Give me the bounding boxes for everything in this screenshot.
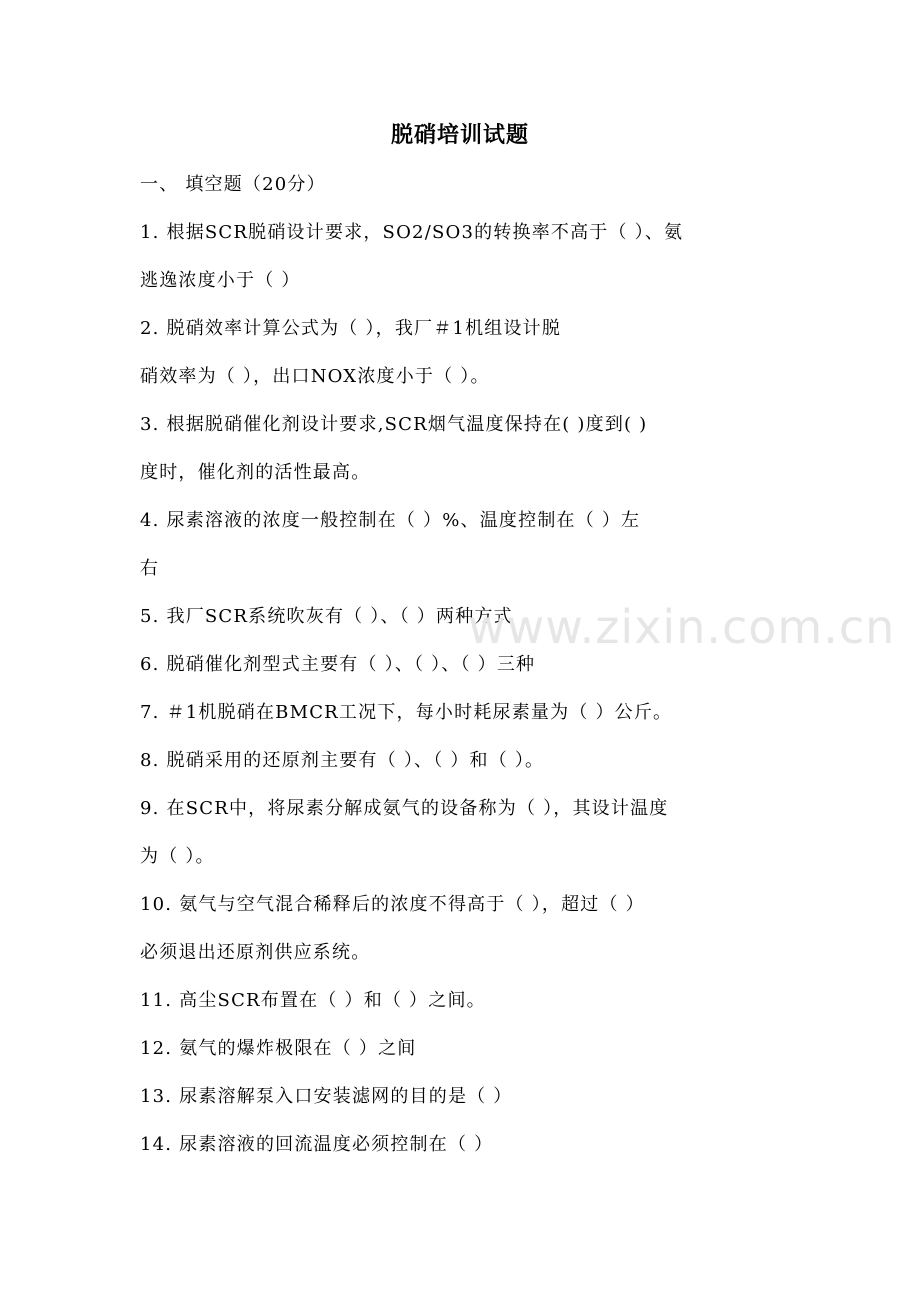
question-line: 2. 脱硝效率计算公式为（ ），我厂＃1机组设计脱 <box>140 318 562 339</box>
question-line: 4. 尿素溶液的浓度一般控制在（ ）%、温度控制在（ ）左 <box>140 510 641 531</box>
question-line: 11. 高尘SCR布置在（ ）和（ ）之间。 <box>140 990 486 1011</box>
question-line: 3. 根据脱硝催化剂设计要求,SCR烟气温度保持在( )度到( ) <box>140 414 648 435</box>
watermark: www.zixin.com.cn <box>468 600 896 654</box>
question-line: 10. 氨气与空气混合稀释后的浓度不得高于（ ），超过（ ） <box>140 894 645 915</box>
question-line: 右 <box>140 558 160 579</box>
question-line: 7. ＃1机脱硝在BMCR工况下，每小时耗尿素量为（ ）公斤。 <box>140 702 673 723</box>
page-title: 脱硝培训试题 <box>390 122 529 148</box>
question-line: 硝效率为（ ），出口NOX浓度小于（ ）。 <box>140 366 490 387</box>
question-line: 14. 尿素溶液的回流温度必须控制在（ ） <box>140 1134 494 1155</box>
question-line: 13. 尿素溶解泵入口安装滤网的目的是（ ） <box>140 1086 513 1107</box>
question-line: 12. 氨气的爆炸极限在（ ）之间 <box>140 1038 417 1059</box>
question-line: 5. 我厂SCR系统吹灰有（ ）、（ ）两种方式 <box>140 606 513 627</box>
question-line: 必须退出还原剂供应系统。 <box>140 942 371 963</box>
question-line: 度时，催化剂的活性最高。 <box>140 462 371 483</box>
question-line: 9. 在SCR中，将尿素分解成氨气的设备称为（ ），其设计温度 <box>140 798 669 819</box>
section-heading: 一、 填空题（20分） <box>140 174 326 195</box>
question-line: 逃逸浓度小于（ ） <box>140 270 301 291</box>
question-line: 6. 脱硝催化剂型式主要有（ ）、（ ）、（ ）三种 <box>140 654 536 675</box>
question-line: 为（ ）。 <box>140 846 215 867</box>
question-line: 8. 脱硝采用的还原剂主要有（ ）、（ ）和（ ）。 <box>140 750 545 771</box>
question-line: 1. 根据SCR脱硝设计要求，SO2/SO3的转换率不高于（ ）、氨 <box>140 222 684 243</box>
